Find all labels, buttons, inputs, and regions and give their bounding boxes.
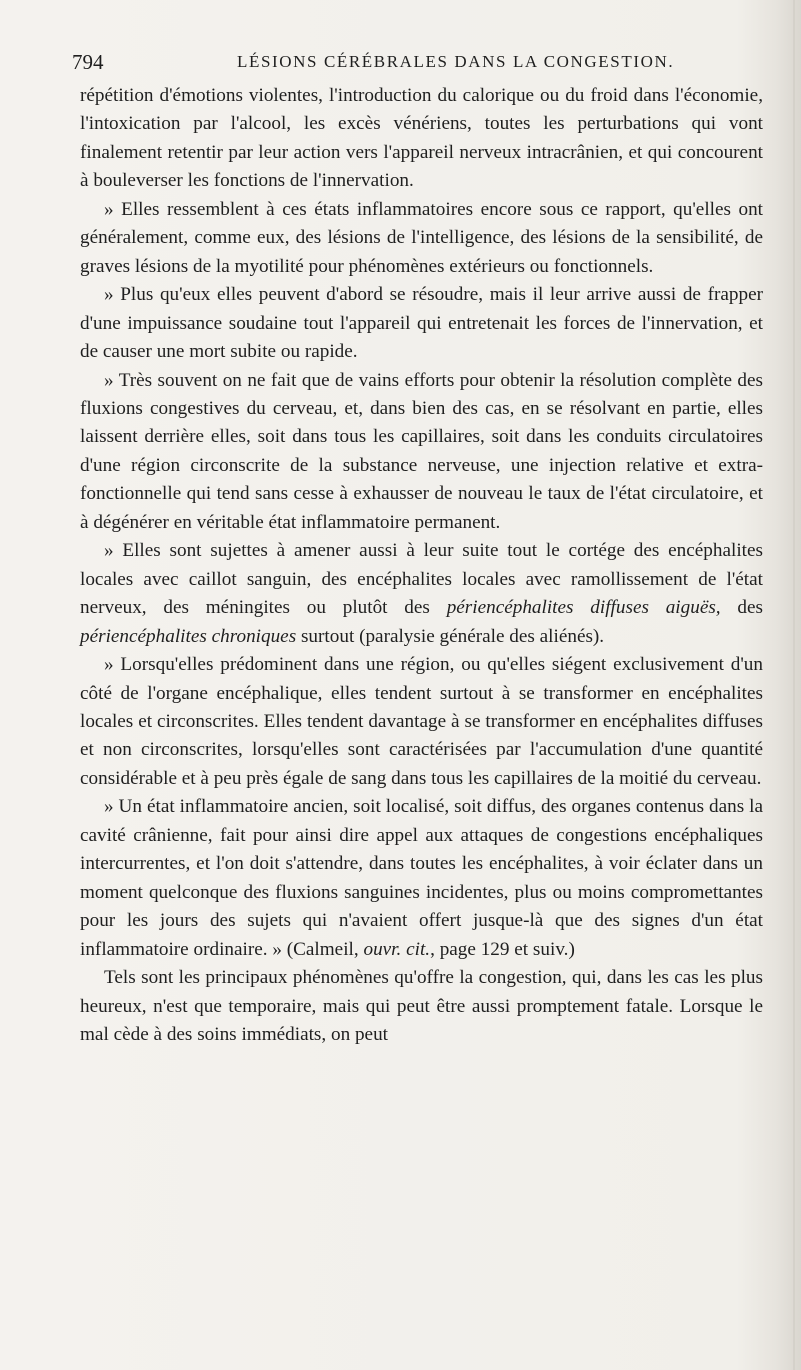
- paragraph-5-text: surtout (paralysie générale des aliénés).: [296, 625, 605, 647]
- paragraph-5-text: » Elles sont sujettes à amener aussi à leur suite tout le cortége des encéphalites locales avec caillot sanguin, des encéphalites locales avec ramollissement de l'état nerveux, des méningites ou plutôt des: [80, 540, 763, 619]
- paragraph-7: [80, 793, 763, 964]
- page-number: 794: [72, 50, 104, 74]
- paragraph-7-text: » Un état inflammatoire ancien, soit localisé, soit diffus, des organes contenus dans la cavité crânienne, fait pour ainsi dire appel aux attaques de congestions encéphaliques intercurrentes, et l'on doit s'attendre, dans toutes les encéphalites, à voir éclater dans un moment quelconque des fluxions sanguines incidentes, plus ou moins compromettantes pour les jours des sujets qui n'avaient offert jusque-là que des signes d'un état inflammatoire ordinaire. » (Calmeil,: [80, 796, 763, 960]
- paragraph-6: » Lorsqu'elles prédominent dans une région, ou qu'elles siégent exclusivement d'un côté de l'organe encéphalique, elles tendent surtout à se transformer en encéphalites locales et circonscrites. Elles tendent davantage à se transformer en encéphalites diffuses et non circonscrites, lorsqu'elles sont caractérisées par l'accumulation d'une quantité considérable et à peu près égale de sang dans tous les capillaires de la moitié du cerveau.: [80, 654, 763, 789]
- citation-abbrev: ouvr. cit.: [363, 938, 431, 960]
- page-edge: [793, 0, 795, 1370]
- italic-term: périencéphalites chroniques: [80, 625, 297, 647]
- paragraph-7-text: , page 129 et suiv.): [430, 938, 575, 960]
- paragraph-1: répétition d'émotions violentes, l'introduction du calorique ou du froid dans l'économie, l'intoxication par l'alcool, les excès vénériens, toutes les perturbations qui vont finalement retentir par leur action vers l'appareil nerveux intracrânien, et qui concourent à bouleverser les fonctions de l'innervation.: [80, 85, 763, 192]
- paragraph-4: » Très souvent on ne fait que de vains efforts pour obtenir la résolution complète des fluxions congestives du cerveau, et, dans bien des cas, en se résolvant en partie, elles laissent derrière elles, soit dans tous les capillaires, soit dans les conduits circulatoires d'une région circonscrite de la substance nerveuse, une injection relative et extra-fonctionnelle qui tend sans cesse à exhausser de nouveau le taux de l'état circulatoire, et à dégénérer en véritable état inflammatoire permanent.: [80, 369, 763, 533]
- paragraph-8: Tels sont les principaux phénomènes qu'offre la congestion, qui, dans les cas les plus heureux, n'est que temporaire, mais qui peut être aussi promptement fatale. Lorsque le mal cède à des soins immédiats, on peut: [80, 967, 763, 1045]
- body-text: [80, 82, 763, 1049]
- running-title: LÉSIONS CÉRÉBRALES DANS LA CONGESTION.: [237, 52, 675, 71]
- paragraph-3: » Plus qu'eux elles peuvent d'abord se résoudre, mais il leur arrive aussi de frapper d'une impuissance soudaine tout l'appareil qui entretenait les forces de l'innervation, et de causer une mort subite ou rapide.: [80, 284, 763, 363]
- paragraph-5: [80, 537, 763, 651]
- paragraph-2: » Elles ressemblent à ces états inflammatoires encore sous ce rapport, qu'elles ont généralement, comme eux, des lésions de l'intelligence, des lésions de la sensibilité, de graves lésions de la myotilité pour phénomènes extérieurs ou fonctionnels.: [80, 198, 763, 277]
- running-header: [72, 48, 752, 78]
- paragraph-5-text: des: [720, 597, 763, 619]
- italic-term: périencéphalites diffuses aiguës,: [446, 597, 721, 619]
